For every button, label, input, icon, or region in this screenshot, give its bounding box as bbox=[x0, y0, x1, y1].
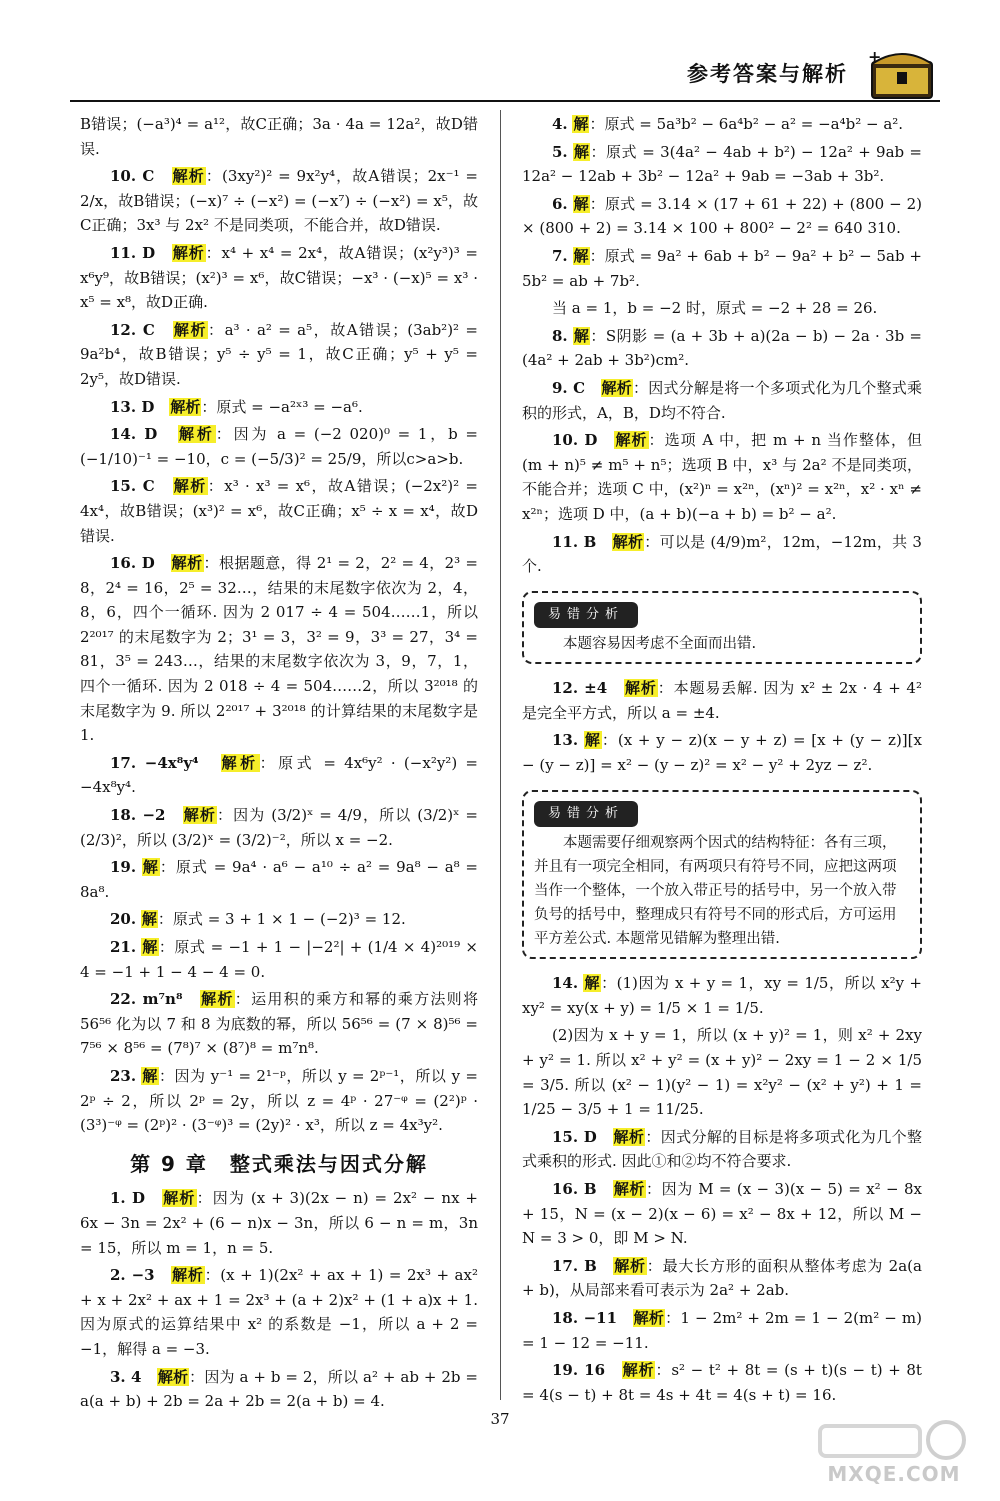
answer-item: 当 a = 1，b = −2 时，原式 = −2 + 28 = 26. bbox=[552, 299, 878, 318]
answer-item: 15. C 解析：x³ · x³ = x⁶，故A错误；(−2x²)² = 4x⁴，故B错误；(x³)² = x⁶，故C正确；x⁵ ÷ x = x⁴，故D错误. bbox=[80, 477, 478, 545]
column-divider bbox=[500, 110, 501, 1400]
answer-item: 1. D 解析：因为 (x + 3)(2x − n) = 2x² − nx + 6x − 3n = 2x² + (6 − n)x − 3n，所以 6 − n = m，3n = 15，所以 m = 1，n = 5. bbox=[80, 1189, 478, 1257]
answer-item: B错误；(−a³)⁴ = a¹²，故C正确；3a · 4a = 12a²，故D错误. bbox=[80, 115, 478, 158]
answer-item: 7. 解：原式 = 9a² + 6ab + b² − 9a² + b² − 5ab + 5b² = ab + 7b². bbox=[522, 246, 922, 290]
answer-item: 14. 解：(1)因为 x + y = 1，xy = 1/5，所以 x²y + xy² = xy(x + y) = 1/5 × 1 = 1/5. bbox=[522, 974, 922, 1017]
error-analysis-tag: 易错分析 bbox=[534, 801, 638, 828]
answer-item: 11. B 解析：可以是 (4/9)m²，12m，−12m，共 3 个. bbox=[522, 532, 922, 576]
answer-item: 11. D 解析：x⁴ + x⁴ = 2x⁴，故A错误；(x²y³)³ = x⁶y⁹，故B错误；(x²)³ = x⁶，故C错误；−x³ · (−x)⁵ = x³ · x⁵ = x⁸，故D正确. bbox=[80, 243, 478, 312]
error-analysis-tag: 易错分析 bbox=[534, 602, 638, 629]
error-analysis-box bbox=[522, 591, 922, 665]
answer-item: 4. 解：原式 = 5a³b² − 6a⁴b² − a² = −a⁴b² − a². bbox=[552, 115, 904, 133]
left-column bbox=[80, 112, 478, 1417]
page-header bbox=[70, 40, 940, 100]
chapter-title: 第 9 章 整式乘法与因式分解 bbox=[130, 1151, 428, 1176]
answer-item: 15. D 解析：因式分解的目标是将多项式化为几个整式乘积的形式. 因此①和②均不符合要求. bbox=[522, 1127, 922, 1171]
answer-item: 23. 解：因为 y⁻¹ = 2¹⁻ᵖ，所以 y = 2ᵖ⁻¹，所以 y = 2ᵖ ÷ 2，所以 2ᵖ = 2y，所以 z = 4ᵖ · 27⁻ᵠ = (2²)ᵖ · (3³)⁻ᵠ = (2ᵖ)² · (3⁻ᵠ)³ = (2y)² · x³，所以 z = 4x³y². bbox=[80, 1066, 478, 1135]
answer-item: 10. D 解析：选项 A 中，把 m + n 当作整体，但 (m + n)⁵ ≠ m⁵ + n⁵；选项 B 中，x³ 与 2a² 不是同类项，不能合并；选项 C 中，(x²)ⁿ = x²ⁿ，(xⁿ)² = x²ⁿ，x² · xⁿ ≠ x²ⁿ；选项 D 中，(a + b)(−a + b) = b² − a². bbox=[522, 431, 922, 523]
header-title: 参考答案与解析 bbox=[687, 62, 848, 86]
answer-item: 19. 16 解析：s² − t² + 8t = (s + t)(s − t) + 8t = 4(s − t) + 8t = 4s + 4t = 4(s + t) = 16. bbox=[522, 1361, 922, 1404]
header-rule bbox=[70, 100, 940, 102]
treasure-chest-icon bbox=[864, 42, 940, 102]
answer-item: 14. D 解析：因为 a = (−2 020)⁰ = 1，b = (−1/10)⁻¹ = −10，c = (−5/3)² = 25/9，所以c>a>b. bbox=[80, 425, 478, 468]
watermark-text: MXQE.COM bbox=[827, 1462, 961, 1486]
answer-item: 2. −3 解析：(x + 1)(2x² + ax + 1) = 2x³ + ax² + x + 2x² + ax + 1 = 2x³ + (a + 2)x² + (1 + a)x + 1. 因为原式的运算结果中 x² 的系数是 −1，所以 a + 2 = −1，解得 a = −3. bbox=[80, 1266, 478, 1358]
error-analysis-box bbox=[522, 790, 922, 960]
error-analysis-text: 本题需要仔细观察两个因式的结构特征：各有三项，并且有一项完全相同，有两项只有符号不同，应把这两项当作一个整体，一个放入带正号的括号中，另一个放入带负号的括号中，整理成只有符号不同的形式后，方可运用平方差公式. 本题常见错解为整理出错. bbox=[534, 835, 897, 948]
answer-seal-icon bbox=[806, 1418, 982, 1464]
answer-item: 19. 解：原式 = 9a⁴ · a⁶ − a¹⁰ ÷ a² = 9a⁸ − a⁸ = 8a⁸. bbox=[80, 858, 478, 901]
right-column bbox=[522, 112, 922, 1410]
answer-item: 22. m⁷n⁸ 解析：运用积的乘方和幂的乘方法则将 56⁵⁶ 化为以 7 和 8 为底数的幂，所以 56⁵⁶ = (7 × 8)⁵⁶ = 7⁵⁶ × 8⁵⁶ = (7⁸)⁷ × (8⁷)⁸ = m⁷n⁸. bbox=[80, 990, 478, 1058]
answer-item: 17. B 解析：最大长方形的面积从整体考虑为 2a(a + b)，从局部来看可表示为 2a² + 2ab. bbox=[522, 1256, 922, 1300]
answer-item: 18. −11 解析：1 − 2m² + 2m = 1 − 2(m² − m) = 1 − 12 = −11. bbox=[522, 1308, 922, 1352]
answer-item: 12. C 解析：a³ · a² = a⁵，故A错误；(3ab²)² = 9a²b⁴，故B错误；y⁵ ÷ y⁵ = 1，故C正确；y⁵ + y⁵ = 2y⁵，故D错误. bbox=[80, 320, 478, 388]
answer-item: 10. C 解析：(3xy²)² = 9x²y⁴，故A错误；2x⁻¹ = 2/x，故B错误；(−x)⁷ ÷ (−x²) = (−x⁷) ÷ (−x²) = x⁵，故C正确；3x³ 与 2x² 不是同类项，不能合并，故D错误. bbox=[80, 167, 478, 235]
svg-text:+: + bbox=[868, 47, 882, 66]
answer-item: 5. 解：原式 = 3(4a² − 4ab + b²) − 12a² + 9ab = 12a² − 12ab + 3b² − 12a² + 9ab = −3ab + 3b². bbox=[522, 142, 922, 186]
answer-item: 8. 解：S阴影 = (a + 3b + a)(2a − b) − 2a · 3b = (4a² + 2ab + 3b²)cm². bbox=[522, 326, 922, 370]
answer-item: 16. D 解析：根据题意，得 2¹ = 2，2² = 4，2³ = 8，2⁴ = 16，2⁵ = 32…，结果的末尾数字依次为 2，4，8，6，四个一循环. 因为 2 017 ÷ 4 = 504……1，所以 2²⁰¹⁷ 的末尾数字为 2；3¹ = 3，3² = 9，3³ = 27，3⁴ = 81，3⁵ = 243…，结果的末尾数字依次为 3，9，7，1，四个一循环. 因为 2 018 ÷ 4 = 504……2，所以 3²⁰¹⁸ 的末尾数字为 9. 所以 2²⁰¹⁷ + 3²⁰¹⁸ 的计算结果的末尾数字是 1. bbox=[80, 554, 478, 745]
answer-item: 13. D 解析：原式 = −a²ˣ³ = −a⁶. bbox=[110, 397, 363, 416]
answer-item: (2)因为 x + y = 1，所以 (x + y)² = 1，则 x² + 2xy + y² = 1. 所以 x² + y² = (x + y)² − 2xy = 1 − 2 × 1/5 = 3/5. 所以 (x² − 1)(y² − 1) = x²y² − (x² + y²) + 1 = 1/25 − 3/5 + 1 = 11/25. bbox=[522, 1026, 922, 1119]
page-number: 37 bbox=[490, 1410, 510, 1428]
answer-item: 17. −4x⁸y⁴ 解析：原式 = 4x⁶y² · (−x²y²) = −4x⁸y⁴. bbox=[80, 753, 478, 797]
error-analysis-text: 本题容易因考虑不全面而出错. bbox=[563, 636, 757, 653]
answer-item: 6. 解：原式 = 3.14 × (17 + 61 + 22) + (800 − 2) × (800 + 2) = 3.14 × 100 + 800² − 2² = 640 310. bbox=[522, 194, 922, 238]
answer-item: 21. 解：原式 = −1 + 1 − |−2²| + (1/4 × 4)²⁰¹⁹ × 4 = −1 + 1 − 4 − 4 = 0. bbox=[80, 938, 478, 981]
answer-item: 16. B 解析：因为 M = (x − 3)(x − 5) = x² − 8x + 15，N = (x − 2)(x − 6) = x² − 8x + 12，所以 M − N = 3 > 0，即 M > N. bbox=[522, 1180, 922, 1248]
answer-item: 9. C 解析：因式分解是将一个多项式化为几个整式乘积的形式，A，B，D均不符合. bbox=[522, 378, 922, 422]
answer-item: 12. ±4 解析：本题易丢解. 因为 x² ± 2x · 4 + 4² 是完全平方式，所以 a = ±4. bbox=[522, 679, 922, 722]
watermark bbox=[806, 1418, 982, 1488]
answer-item: 3. 4 解析：因为 a + b = 2，所以 a² + ab + 2b = a(a + b) + 2b = 2a + 2b = 2(a + b) = 4. bbox=[80, 1367, 478, 1411]
answer-item: 13. 解：(x + y − z)(x − y + z) = [x + (y − z)][x − (y − z)] = x² − (y − z)² = x² − y² + 2yz − z². bbox=[522, 731, 922, 775]
answer-item: 20. 解：原式 = 3 + 1 × 1 − (−2)³ = 12. bbox=[110, 910, 406, 929]
answer-item: 18. −2 解析：因为 (3/2)ˣ = 4/9，所以 (3/2)ˣ = (2/3)²，所以 (3/2)ˣ = (3/2)⁻²，所以 x = −2. bbox=[80, 806, 478, 849]
